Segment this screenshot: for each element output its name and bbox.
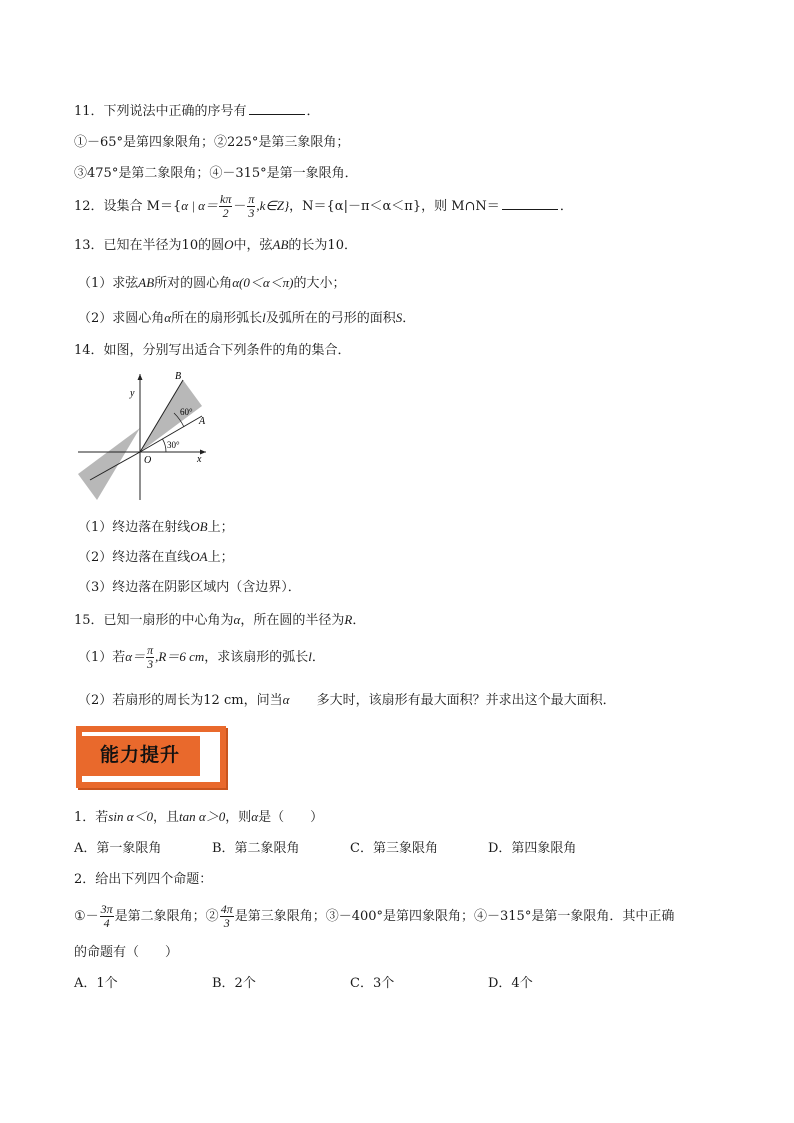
a-label: A xyxy=(199,416,206,427)
option-a[interactable]: A．1个 xyxy=(74,976,118,991)
n1-stem: 1．若sin α＜0，且tan α＞0，则α是（ ） xyxy=(74,809,324,825)
option-d[interactable]: D．4个 xyxy=(488,976,533,991)
fraction: $\frac{3\pi}{4}$ xyxy=(100,902,113,930)
q14-part2: （2）终边落在直线OA上； xyxy=(78,549,234,565)
n2-options xyxy=(74,974,626,994)
x-label: x xyxy=(197,454,202,465)
option-a[interactable]: A．第一象限角 xyxy=(74,841,162,856)
q14-stem: 14．如图，分别写出适合下列条件的角的集合． xyxy=(74,343,351,358)
fraction: $\frac{\pi}{3}$ xyxy=(248,192,255,220)
option-b[interactable]: B．2个 xyxy=(212,976,256,991)
q12-line: 12．设集合 M＝{α | α＝ $\frac{k\pi}{2}$ － $\frac{\pi}{3}$ ,k∈Z}，N＝{α|－π＜α＜π}，则 M∩N＝ ． xyxy=(74,192,573,220)
answer-blank[interactable] xyxy=(502,197,558,210)
q15-part1: （1）若α＝ $\frac{\pi}{3}$ ,R＝6 cm，求该扇形的弧长l． xyxy=(78,643,325,671)
fraction: $\frac{\pi}{3}$ xyxy=(147,643,154,671)
q13-part2: （2）求圆心角α所在的扇形弧长l及弧所在的弓形的面积S． xyxy=(78,310,416,326)
option-d[interactable]: D．第四象限角 xyxy=(488,841,577,856)
section-banner xyxy=(76,726,226,788)
q13-part1: （1）求弦AB所对的圆心角α(0＜α＜π)的大小； xyxy=(78,275,346,291)
fraction: $\frac{4\pi}{3}$ xyxy=(220,902,233,930)
q13-stem: 13．已知在半径为10的圆O中，弦AB的长为10． xyxy=(74,237,357,253)
option-b[interactable]: B．第二象限角 xyxy=(212,841,300,856)
n2-line2: 的命题有（ ） xyxy=(74,945,179,960)
angle-60-label: 60° xyxy=(180,407,193,417)
q14-part1: （1）终边落在射线OB上； xyxy=(78,519,234,535)
n2-stem: 2．给出下列四个命题： xyxy=(74,872,213,887)
n2-line1: ①－ $\frac{3\pi}{4}$ 是第二象限角；② $\frac{4\pi}{3}$ 是第三象限角；③－400°是第四象限角；④－315°是第一象限角．其中正确 xyxy=(74,902,675,930)
angle-figure xyxy=(78,366,218,506)
q11-stem: 11．下列说法中正确的序号有 ． xyxy=(74,104,320,119)
q15-part2: （2）若扇形的周长为12 cm，问当α 多大时，该扇形有最大面积？并求出这个最大面积． xyxy=(78,692,616,708)
q14-part3: （3）终边落在阴影区域内（含边界）． xyxy=(78,580,301,595)
origin-label: O xyxy=(144,455,152,466)
option-c[interactable]: C．第三象限角 xyxy=(350,841,438,856)
fraction: $\frac{k\pi}{2}$ xyxy=(220,192,232,220)
angle-30-label: 30° xyxy=(167,440,180,450)
y-label: y xyxy=(130,388,135,399)
q11-line2: ③475°是第二象限角；④－315°是第一象限角． xyxy=(74,166,358,181)
n1-options xyxy=(74,839,626,859)
b-label: B xyxy=(175,371,182,382)
banner-title: 能力提升 xyxy=(100,744,181,766)
answer-blank[interactable] xyxy=(249,102,305,115)
option-c[interactable]: C．3个 xyxy=(350,976,395,991)
q15-stem: 15．已知一扇形的中心角为α，所在圆的半径为R． xyxy=(74,612,366,628)
q11-line1: ①－65°是第四象限角；②225°是第三象限角； xyxy=(74,135,350,150)
shaded-region-lower xyxy=(78,428,140,500)
